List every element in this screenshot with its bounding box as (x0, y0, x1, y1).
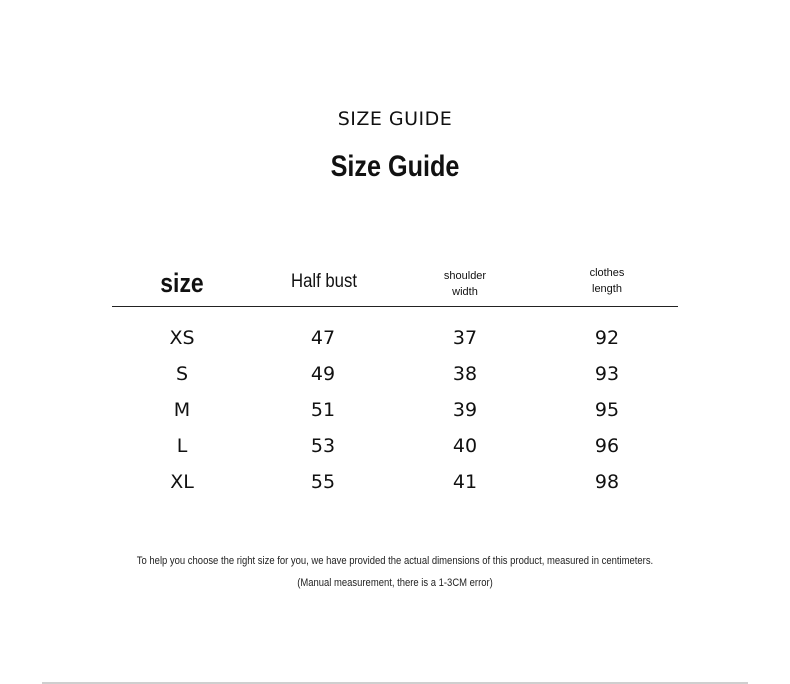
cell-size: XS (169, 327, 195, 349)
page-title: Size Guide (330, 150, 460, 183)
cell-clothes-length: 95 (594, 399, 620, 421)
title-english: SIZE GUIDE (337, 108, 453, 130)
column-header-length-line1: clothes (589, 267, 625, 279)
error-note: (Manual measurement, there is a 1-3CM error) (297, 577, 493, 589)
cell-shoulder-width: 41 (452, 471, 478, 493)
table-row (0, 470, 790, 506)
cell-size: XL (170, 471, 194, 493)
column-header-length-line2: length (592, 283, 622, 295)
cell-half-bust: 51 (310, 399, 336, 421)
table-row (0, 398, 790, 434)
column-header-half-bust: Half bust (291, 271, 357, 292)
column-header-shoulder-width (425, 268, 505, 300)
table-row (0, 434, 790, 470)
cell-clothes-length: 93 (594, 363, 620, 385)
cell-size: L (176, 435, 188, 457)
column-header-shoulder-line2: width (452, 286, 478, 298)
column-header-clothes-length (567, 265, 647, 297)
cell-shoulder-width: 39 (452, 399, 478, 421)
column-header-size: size (160, 268, 204, 298)
cell-size: M (173, 399, 191, 421)
cell-half-bust: 53 (310, 435, 336, 457)
cell-shoulder-width: 40 (452, 435, 478, 457)
table-row (0, 362, 790, 398)
column-header-shoulder-line1: shoulder (443, 270, 487, 282)
table-row (0, 326, 790, 362)
cell-half-bust: 49 (310, 363, 336, 385)
cell-size: S (175, 363, 189, 385)
cell-clothes-length: 98 (594, 471, 620, 493)
cell-half-bust: 55 (310, 471, 336, 493)
cell-clothes-length: 92 (594, 327, 620, 349)
cell-half-bust: 47 (310, 327, 336, 349)
measurement-note: To help you choose the right size for you, we have provided the actual dimensions of this product, measured in centimeters. (136, 555, 654, 567)
header-divider (112, 306, 678, 307)
cell-shoulder-width: 38 (452, 363, 478, 385)
cell-shoulder-width: 37 (452, 327, 478, 349)
cell-clothes-length: 96 (594, 435, 620, 457)
